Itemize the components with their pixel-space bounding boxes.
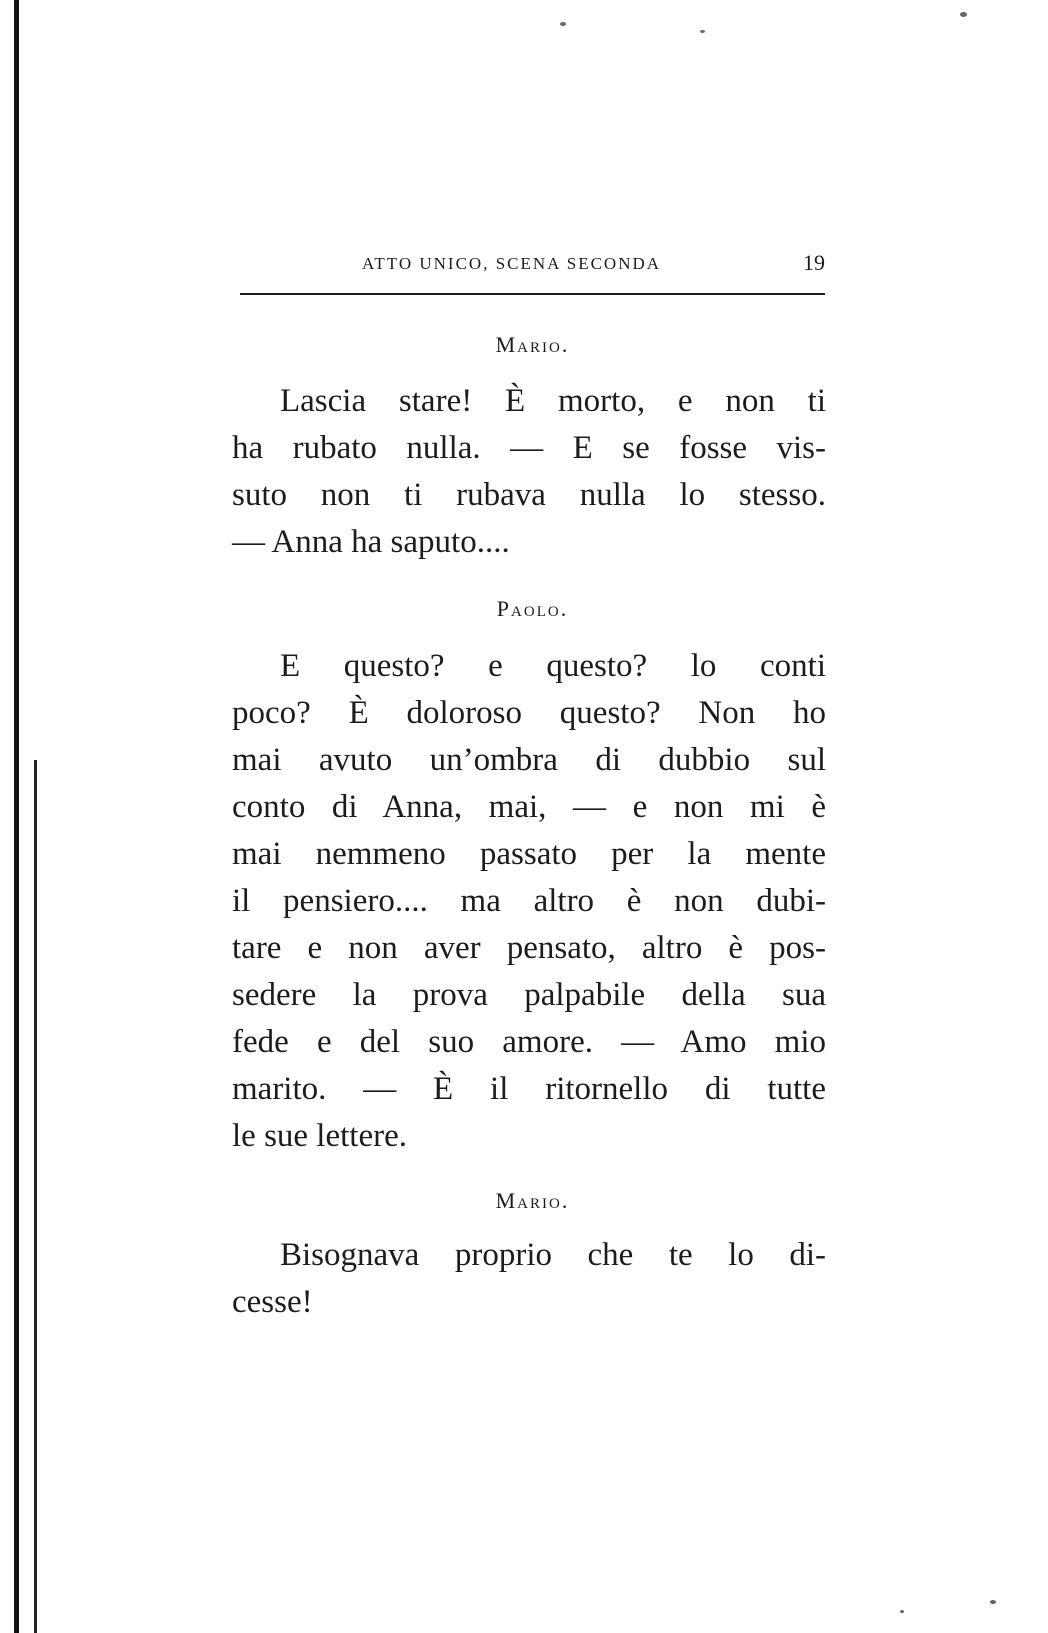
speech-line: conto di Anna, mai, — e non mi è [232, 789, 826, 825]
speech-line: Lascia stare! È morto, e non ti [280, 383, 826, 419]
page-number: 19 [803, 250, 825, 275]
speech-line: suto non ti rubava nulla lo stesso. [232, 477, 826, 513]
scan-speck [900, 1610, 904, 1613]
scan-binding-edge [14, 0, 19, 1633]
scan-speck [990, 1600, 996, 1604]
speech-line: marito. — È il ritornello di tutte [232, 1071, 826, 1107]
speaker-name: Mario. [495, 1188, 570, 1213]
speech-line: mai avuto un’ombra di dubbio sul [232, 742, 826, 778]
scan-speck [560, 22, 566, 26]
scan-binding-edge-inner [34, 760, 37, 1633]
page-header [240, 250, 825, 290]
speech-paragraph [232, 643, 826, 1160]
scan-speck [700, 30, 705, 33]
speech-paragraph [232, 378, 826, 566]
speech-line: — Anna ha saputo.... [232, 524, 510, 560]
speech-line: Bisognava proprio che te lo di- [280, 1237, 826, 1273]
speech-line: le sue lettere. [232, 1118, 407, 1154]
speech-line: il pensiero.... ma altro è non dubi- [232, 883, 826, 919]
speech-line: E questo? e questo? lo conti [280, 648, 826, 684]
scan-speck [960, 12, 967, 17]
header-rule [240, 293, 825, 295]
speaker-name: Paolo. [496, 596, 569, 621]
speech-line: fede e del suo amore. — Amo mio [232, 1024, 826, 1060]
speech-line: ha rubato nulla. — E se fosse vis- [232, 430, 826, 466]
speech-line: sedere la prova palpabile della sua [232, 977, 826, 1013]
speech-line: poco? È doloroso questo? Non ho [232, 695, 826, 731]
speech-line: cesse! [232, 1284, 313, 1320]
running-title: ATTO UNICO, SCENA SECONDA [362, 254, 662, 273]
speech-line: mai nemmeno passato per la mente [232, 836, 826, 872]
speech-paragraph [232, 1232, 826, 1326]
speaker-name: Mario. [495, 332, 570, 357]
speech-line: tare e non aver pensato, altro è pos- [232, 930, 826, 966]
